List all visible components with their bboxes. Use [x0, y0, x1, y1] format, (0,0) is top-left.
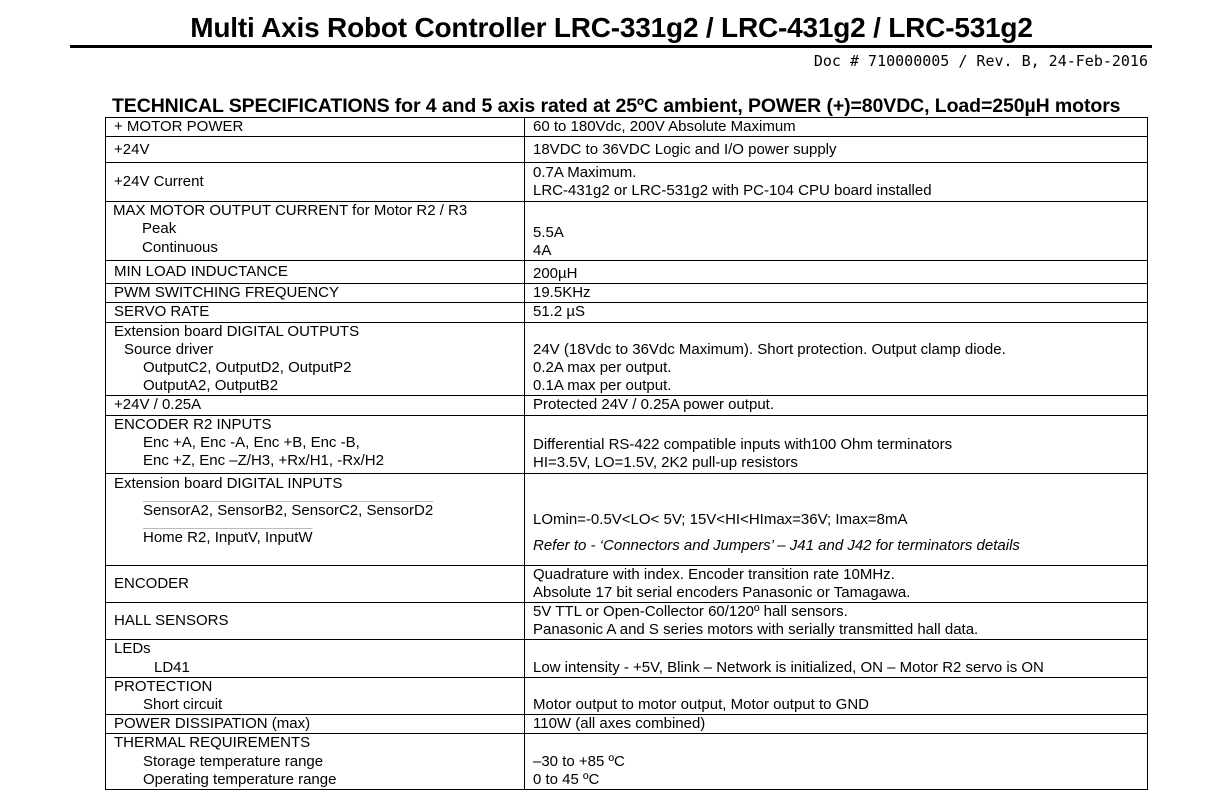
spec-label: ENCODER — [106, 565, 525, 602]
spec-table — [105, 117, 1148, 790]
table-row — [106, 322, 1148, 396]
spec-label: MAX MOTOR OUTPUT CURRENT for Motor R2 / R3 — [113, 202, 468, 220]
spec-value: 0.2A max per output. — [533, 359, 672, 377]
spec-value: LRC-431g2 or LRC-531g2 with PC-104 CPU board installed — [533, 182, 932, 200]
section-title: TECHNICAL SPECIFICATIONS for 4 and 5 axis rated at 25ºC ambient, POWER (+)=80VDC, Load=250µH motors — [112, 95, 1121, 117]
table-row — [106, 473, 1148, 565]
spec-value: 60 to 180Vdc, 200V Absolute Maximum — [525, 118, 1148, 137]
spec-value: 200µH — [525, 261, 1148, 284]
spec-label: THERMAL REQUIREMENTS — [114, 734, 311, 752]
spec-label: +24V / 0.25A — [106, 396, 525, 415]
table-row — [106, 261, 1148, 284]
title-rule — [70, 45, 1152, 48]
spec-note: Refer to - ‘Connectors and Jumpers’ – J41 and J42 for terminators details — [533, 536, 1020, 554]
table-row — [106, 677, 1148, 714]
spec-value: Absolute 17 bit serial encoders Panasonic or Tamagawa. — [533, 583, 911, 601]
table-row — [106, 715, 1148, 734]
spec-value: Panasonic A and S series motors with serially transmitted hall data. — [533, 621, 979, 639]
spec-sublabel: Source driver — [124, 340, 214, 358]
spec-sublabel: Storage temperature range — [143, 752, 324, 770]
spec-sublabel: SensorA2, SensorB2, SensorC2, SensorD2 — [143, 501, 434, 519]
spec-value: –30 to +85 ºC — [533, 752, 625, 770]
spec-value: HI=3.5V, LO=1.5V, 2K2 pull-up resistors — [533, 454, 798, 472]
spec-sublabel: Continuous — [142, 238, 218, 256]
spec-label: HALL SENSORS — [106, 603, 525, 640]
spec-value: LOmin=-0.5V<LO< 5V; 15V<HI<HImax=36V; Imax=8mA — [533, 510, 908, 528]
spec-label: LEDs — [114, 640, 151, 658]
table-row — [106, 284, 1148, 303]
spec-label: Extension board DIGITAL INPUTS — [114, 474, 343, 492]
spec-sublabel: OutputA2, OutputB2 — [143, 377, 279, 395]
spec-sublabel: LD41 — [154, 658, 190, 676]
table-row — [106, 603, 1148, 640]
doc-reference: Doc # 710000005 / Rev. B, 24-Feb-2016 — [813, 52, 1148, 70]
spec-sublabel: OutputC2, OutputD2, OutputP2 — [143, 359, 352, 377]
table-row — [106, 202, 1148, 261]
table-row — [106, 137, 1148, 163]
spec-label: +24V — [106, 137, 525, 163]
spec-sublabel: Operating temperature range — [143, 770, 337, 788]
spec-label: SERVO RATE — [106, 303, 525, 322]
table-row — [106, 415, 1148, 473]
spec-sublabel: Enc +Z, Enc –Z/H3, +Rx/H1, -Rx/H2 — [143, 452, 384, 470]
spec-value: 0.7A Maximum. — [533, 164, 637, 181]
spec-value: Quadrature with index. Encoder transition rate 10MHz. — [533, 565, 895, 583]
spec-value: 51.2 µS — [525, 303, 1148, 322]
spec-value: 4A — [533, 242, 552, 259]
table-row — [106, 640, 1148, 677]
table-row — [106, 565, 1148, 602]
table-row — [106, 118, 1148, 137]
spec-label: PROTECTION — [114, 677, 213, 695]
spec-label: ENCODER R2 INPUTS — [114, 415, 272, 433]
spec-sublabel: Home R2, InputV, InputW — [143, 529, 313, 547]
table-row — [106, 303, 1148, 322]
spec-label: POWER DISSIPATION (max) — [106, 715, 525, 734]
spec-sublabel: Short circuit — [143, 696, 223, 714]
table-row — [106, 396, 1148, 415]
document-title: Multi Axis Robot Controller LRC-331g2 / LRC-431g2 / LRC-531g2 — [190, 12, 1033, 43]
spec-label: + MOTOR POWER — [106, 118, 525, 137]
spec-value: 110W (all axes combined) — [525, 715, 1148, 734]
spec-sublabel: Enc +A, Enc -A, Enc +B, Enc -B, — [143, 433, 360, 451]
table-row — [106, 163, 1148, 202]
spec-label: MIN LOAD INDUCTANCE — [106, 261, 525, 284]
spec-value: 24V (18Vdc to 36Vdc Maximum). Short protection. Output clamp diode. — [533, 340, 1006, 358]
spec-value: Motor output to motor output, Motor output to GND — [525, 677, 1148, 714]
spec-value: 18VDC to 36VDC Logic and I/O power supply — [525, 137, 1148, 163]
spec-sublabel: Peak — [142, 220, 177, 238]
spec-value: 5V TTL or Open-Collector 60/120º hall sensors. — [533, 603, 848, 621]
spec-value: Differential RS-422 compatible inputs with100 Ohm terminators — [533, 436, 953, 454]
spec-value: 19.5KHz — [525, 284, 1148, 303]
spec-value: Protected 24V / 0.25A power output. — [525, 396, 1148, 415]
spec-value: 0 to 45 ºC — [533, 770, 600, 788]
spec-value: 5.5A — [533, 223, 564, 241]
table-row — [106, 734, 1148, 790]
spec-label: +24V Current — [106, 163, 525, 202]
spec-value: Low intensity - +5V, Blink – Network is initialized, ON – Motor R2 servo is ON — [525, 640, 1148, 677]
spec-value: 0.1A max per output. — [533, 377, 672, 395]
spec-label: PWM SWITCHING FREQUENCY — [106, 284, 525, 303]
spec-label: Extension board DIGITAL OUTPUTS — [114, 322, 360, 340]
